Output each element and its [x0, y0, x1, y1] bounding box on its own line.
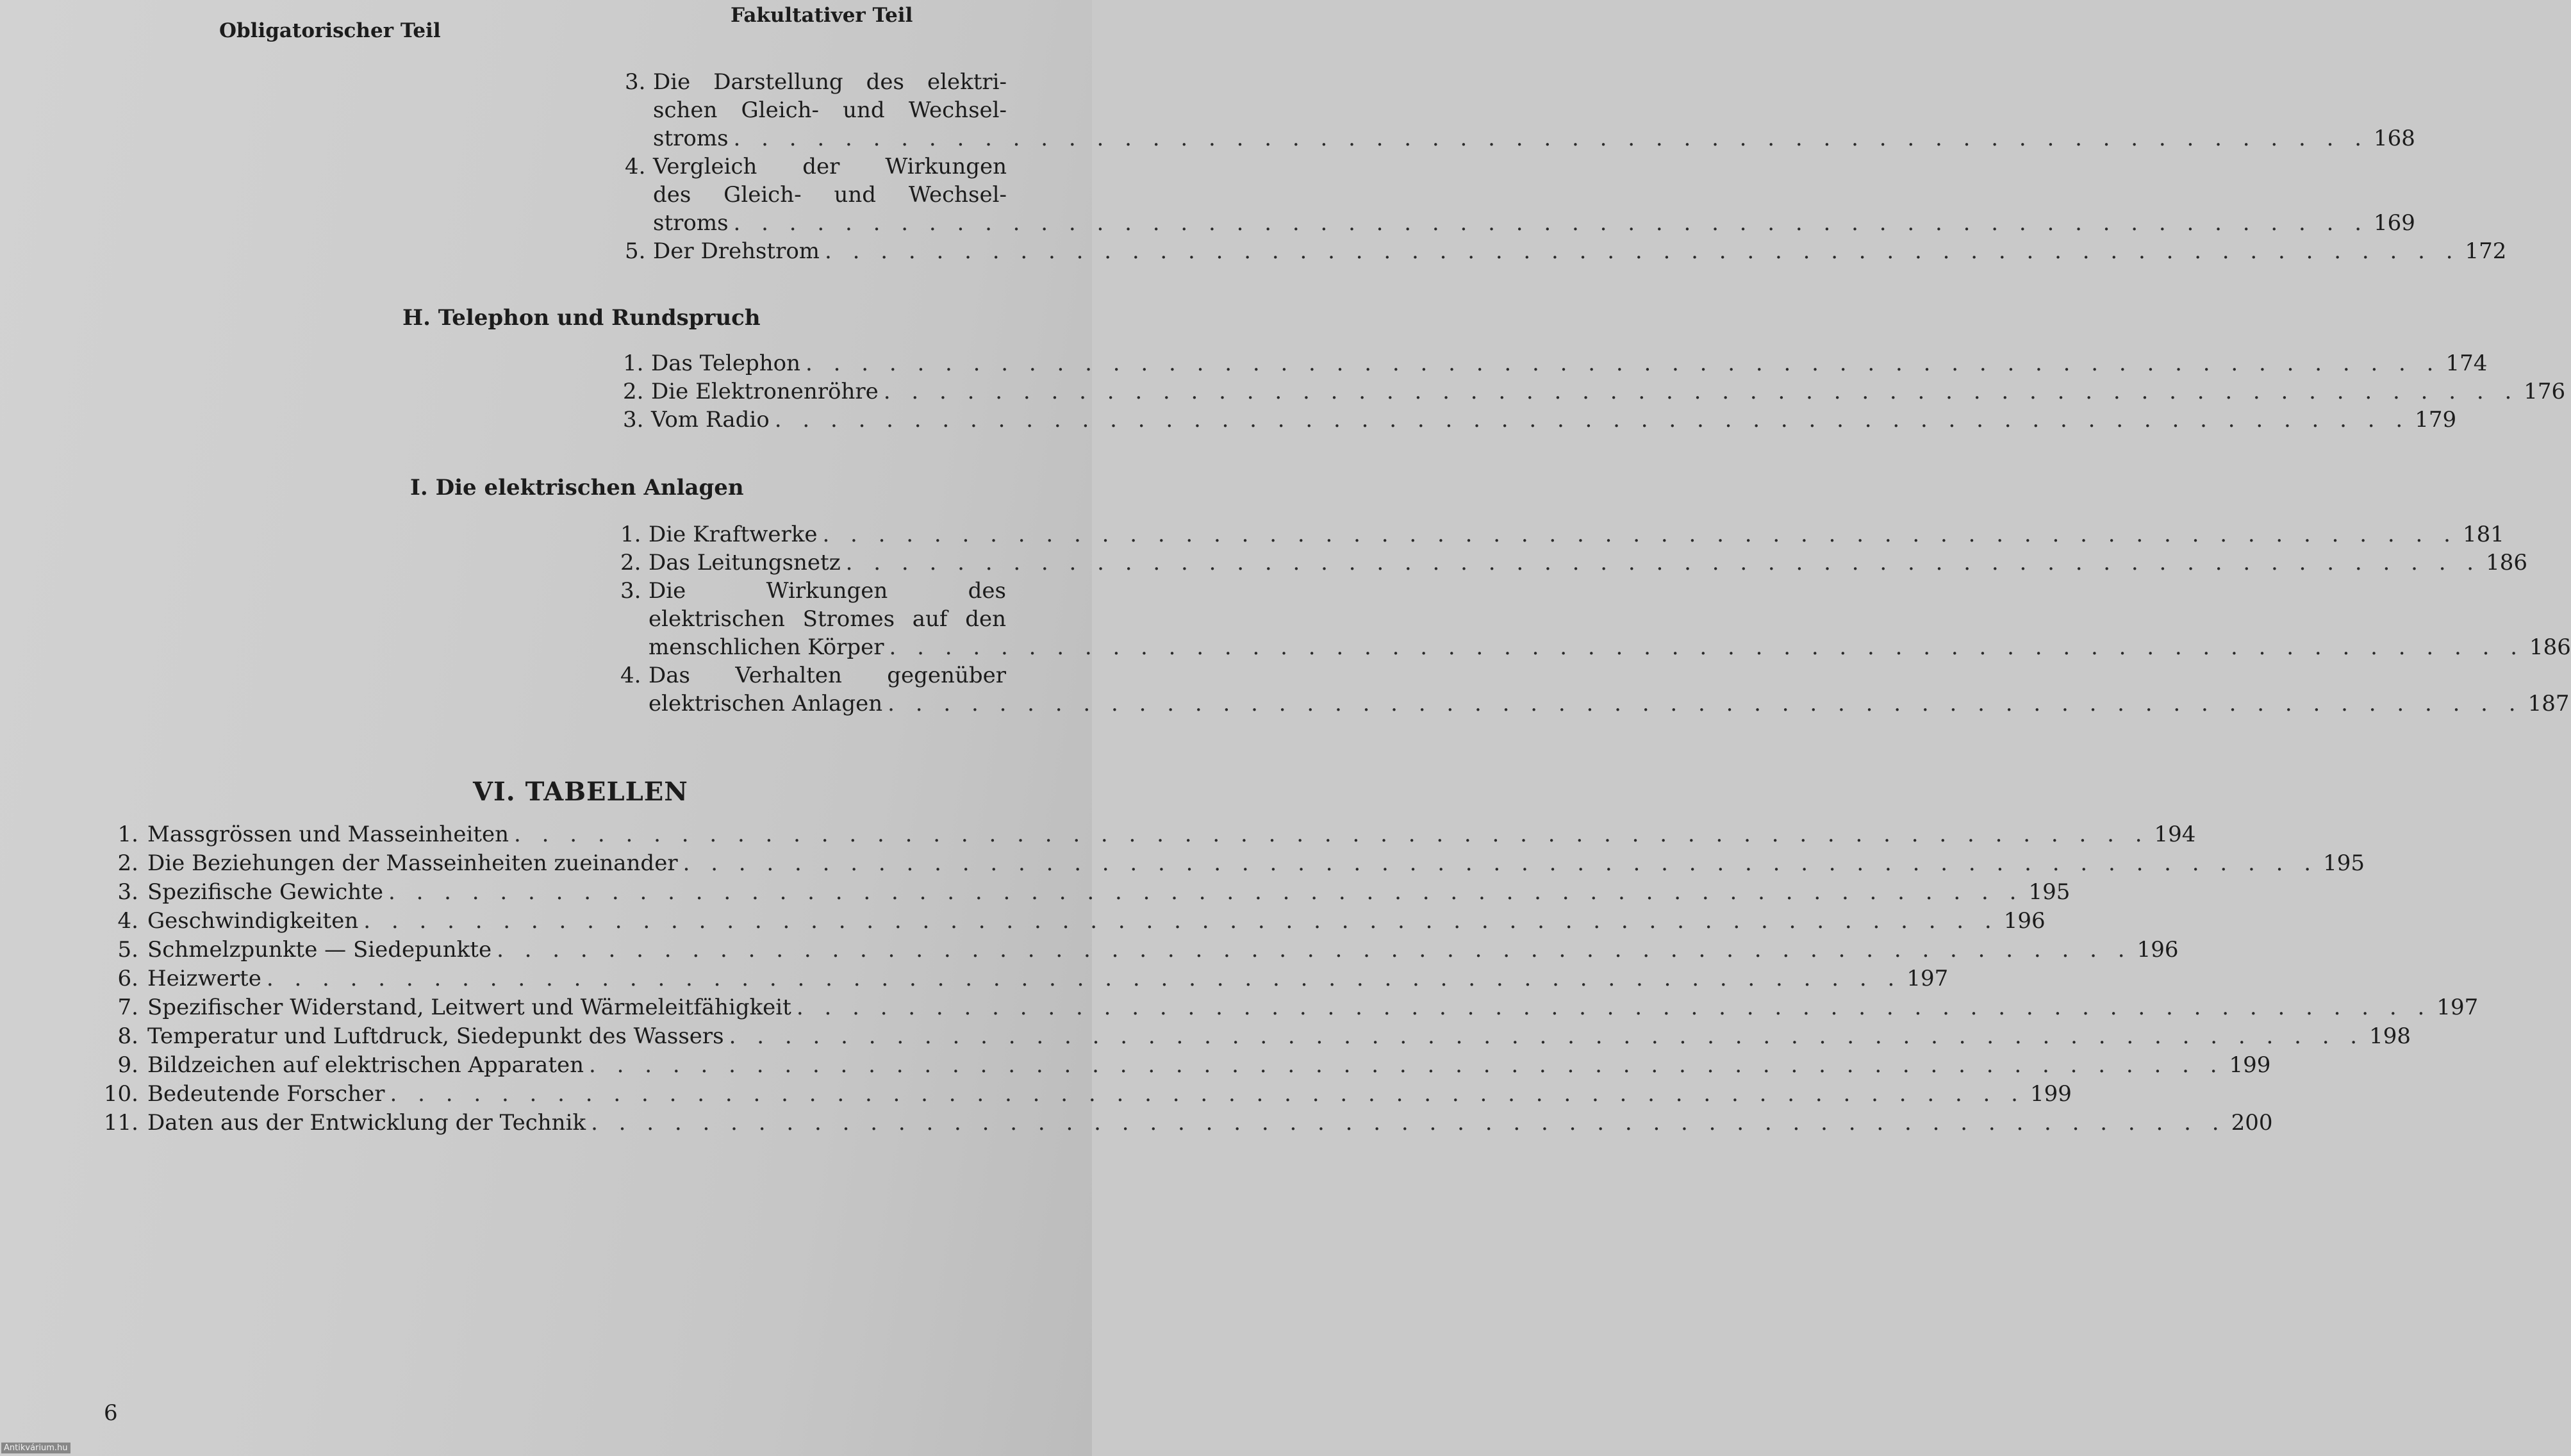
toc-entry-page: 196 — [2137, 937, 2179, 963]
toc-entry-title: Spezifischer Widerstand, Leitwert und Wärmeleitfähigkeit — [147, 995, 791, 1020]
leader-dots: . . . . . . . . . . . . . . . . . . . . . . . . . . . . . . . . . . . . . . . . . . . . . . . . . . . . . . . . . . . — [889, 634, 2525, 660]
toc-entry-page: 196 — [2003, 908, 2046, 934]
leader-dots: . . . . . . . . . . . . . . . . . . . . . . . . . . . . . . . . . . . . . . . . . . . . . . . . . . . . . . . . . . . — [388, 879, 2024, 905]
toc-entry-line — [625, 181, 1048, 209]
leader-dots: . . . . . . . . . . . . . . . . . . . . . . . . . . . . . . . . . . . . . . . . . . . . . . . . . . . . . . . . . . . — [822, 522, 2458, 547]
toc-entry-number: 6. — [117, 966, 138, 991]
toc-entry-title: stroms — [653, 126, 729, 151]
toc-entry-page: 200 — [2231, 1110, 2273, 1136]
toc-entry-number: 11. — [103, 1110, 138, 1136]
toc-entry-title: Das Leitungsnetz — [649, 550, 841, 575]
toc-entry-title: Geschwindigkeiten — [147, 908, 359, 934]
toc-entry-number: 4. — [620, 663, 641, 688]
toc-entry-line — [623, 406, 2457, 434]
toc-entry-line — [623, 377, 2566, 406]
toc-entry-line — [625, 124, 2415, 153]
toc-entry-number: 4. — [625, 154, 646, 179]
toc-entry-line — [620, 577, 1047, 605]
toc-entry-page: 172 — [2465, 238, 2507, 264]
leader-dots: . . . . . . . . . . . . . . . . . . . . . . . . . . . . . . . . . . . . . . . . . . . . . . . . . . . . . . . . . . . — [845, 550, 2481, 575]
toc-entry-line — [625, 237, 2507, 265]
toc-entry-title: stroms — [653, 210, 729, 236]
toc-entry-number: 2. — [117, 850, 138, 876]
toc-section-vi — [101, 820, 2479, 1138]
toc-entry-page: 194 — [2154, 822, 2196, 847]
leader-dots: . . . . . . . . . . . . . . . . . . . . . . . . . . . . . . . . . . . . . . . . . . . . . . . . . . . . . . . . . . . — [825, 238, 2460, 264]
leader-dots: . . . . . . . . . . . . . . . . . . . . . . . . . . . . . . . . . . . . . . . . . . . . . . . . . . . . . . . . . . . — [682, 850, 2319, 876]
toc-entry-number: 5. — [117, 937, 138, 963]
toc-entry-page: 186 — [2529, 634, 2571, 660]
toc-entry-title: Vom Radio — [651, 407, 770, 433]
toc-entry-number: 1. — [623, 351, 644, 376]
toc-entry-number: 2. — [623, 379, 644, 404]
chapter-heading-tabellen: VI. TABELLEN — [473, 777, 688, 807]
toc-entry-title: Temperatur und Luftdruck, Siedepunkt des Wassers — [147, 1023, 724, 1049]
toc-entry-line — [620, 690, 2570, 718]
toc-entry-line — [625, 209, 2415, 237]
toc-entry-title: Die Beziehungen der Masseinheiten zueinander — [147, 850, 678, 876]
toc-entry-number: 3. — [623, 407, 644, 433]
toc-entry-line — [101, 1022, 2411, 1051]
toc-entry-number: 4. — [117, 908, 138, 934]
toc-entry-title: Vergleich der Wirkungen — [653, 154, 1007, 179]
toc-entry-number: 8. — [117, 1023, 138, 1049]
toc-section-i — [620, 520, 2571, 718]
toc-entry-title: Die Darstellung des elektri- — [653, 69, 1007, 95]
toc-entry-page: 181 — [2462, 522, 2504, 547]
toc-entry-title: Der Drehstrom — [653, 238, 820, 264]
toc-entry-line — [101, 820, 2196, 849]
toc-entry-page: 198 — [2369, 1023, 2411, 1049]
toc-entry-page: 169 — [2374, 210, 2415, 236]
leader-dots: . . . . . . . . . . . . . . . . . . . . . . . . . . . . . . . . . . . . . . . . . . . . . . . . . . . . . . . . . . . — [888, 691, 2523, 716]
toc-entry-line — [620, 633, 2571, 661]
leader-dots: . . . . . . . . . . . . . . . . . . . . . . . . . . . . . . . . . . . . . . . . . . . . . . . . . . . . . . . . . . . — [733, 126, 2369, 151]
leader-dots: . . . . . . . . . . . . . . . . . . . . . . . . . . . . . . . . . . . . . . . . . . . . . . . . . . . . . . . . . . . — [589, 1052, 2224, 1078]
toc-entry-line — [101, 1109, 2273, 1138]
toc-section-h — [623, 349, 2566, 434]
leader-dots: . . . . . . . . . . . . . . . . . . . . . . . . . . . . . . . . . . . . . . . . . . . . . . . . . . . . . . . . . . . — [390, 1081, 2025, 1107]
toc-entry-page: 176 — [2524, 379, 2566, 404]
toc-entry-title: elektrischen Stromes auf den — [649, 606, 1006, 632]
leader-dots: . . . . . . . . . . . . . . . . . . . . . . . . . . . . . . . . . . . . . . . . . . . . . . . . . . . . . . . . . . . — [805, 351, 2441, 376]
toc-entry-line — [625, 153, 1048, 181]
page-number: 6 — [104, 1400, 118, 1426]
toc-entry-title: schen Gleich- und Wechsel- — [653, 97, 1007, 123]
toc-entry-page: 186 — [2486, 550, 2528, 575]
toc-entry-line — [101, 849, 2365, 878]
toc-entry-number: 2. — [620, 550, 641, 575]
toc-entry-page: 195 — [2028, 879, 2071, 905]
toc-entry-line — [101, 907, 2046, 936]
toc-entry-number: 5. — [625, 238, 646, 264]
toc-entry-number: 1. — [117, 822, 138, 847]
toc-entry-number: 10. — [103, 1081, 138, 1107]
toc-entry-number: 1. — [620, 522, 641, 547]
toc-entry-line — [101, 964, 1949, 993]
toc-entry-page: 199 — [2229, 1052, 2271, 1078]
leader-dots: . . . . . . . . . . . . . . . . . . . . . . . . . . . . . . . . . . . . . . . . . . . . . . . . . . . . . . . . . . . — [733, 210, 2369, 236]
toc-entry-line — [620, 520, 2504, 549]
toc-entry-page: 195 — [2323, 850, 2365, 876]
toc-entry-number: 3. — [625, 69, 646, 95]
toc-entry-page: 199 — [2030, 1081, 2072, 1107]
toc-entry-page: 197 — [1906, 966, 1949, 991]
leader-dots: . . . . . . . . . . . . . . . . . . . . . . . . . . . . . . . . . . . . . . . . . . . . . . . . . . . . . . . . . . . — [729, 1023, 2365, 1049]
toc-entry-title: Das Telephon — [651, 351, 800, 376]
toc-entry-line — [625, 96, 1048, 124]
leader-dots: . . . . . . . . . . . . . . . . . . . . . . . . . . . . . . . . . . . . . . . . . . . . . . . . . . . . . . . . . . . — [774, 407, 2410, 433]
section-heading-i: I. Die elektrischen Anlagen — [410, 475, 744, 500]
leader-dots: . . . . . . . . . . . . . . . . . . . . . . . . . . . . . . . . . . . . . . . . . . . . . . . . . . . . . . . . . . . — [883, 379, 2519, 404]
toc-entry-title: Massgrössen und Masseinheiten — [147, 822, 509, 847]
leader-dots: . . . . . . . . . . . . . . . . . . . . . . . . . . . . . . . . . . . . . . . . . . . . . . . . . . . . . . . . . . . — [363, 908, 1999, 934]
watermark-logo: Antikvárium.hu — [1, 1443, 70, 1453]
toc-entry-page: 179 — [2415, 407, 2457, 433]
toc-entry-title: Heizwerte — [147, 966, 261, 991]
leader-dots: . . . . . . . . . . . . . . . . . . . . . . . . . . . . . . . . . . . . . . . . . . . . . . . . . . . . . . . . . . . — [514, 822, 2149, 847]
toc-entry-line — [620, 661, 1047, 690]
toc-entry-line — [101, 878, 2071, 907]
toc-entry-title: Die Kraftwerke — [649, 522, 818, 547]
toc-entry-page: 197 — [2436, 995, 2479, 1020]
toc-entry-title: Die Wirkungen des — [649, 578, 1006, 604]
toc-entry-number: 3. — [117, 879, 138, 905]
toc-entry-line — [101, 936, 2179, 964]
leader-dots: . . . . . . . . . . . . . . . . . . . . . . . . . . . . . . . . . . . . . . . . . . . . . . . . . . . . . . . . . . . — [497, 937, 2132, 963]
toc-entry-title: Schmelzpunkte — Siedepunkte — [147, 937, 492, 963]
toc-entry-title: menschlichen Körper — [649, 634, 884, 660]
section-heading-h: H. Telephon und Rundspruch — [402, 305, 761, 331]
toc-entry-title: des Gleich- und Wechsel- — [653, 182, 1007, 208]
toc-entry-number: 3. — [620, 578, 641, 604]
toc-entry-number: 7. — [117, 995, 138, 1020]
toc-entry-page: 174 — [2445, 351, 2488, 376]
toc-entry-line — [620, 605, 1047, 633]
toc-entry-title: elektrischen Anlagen — [649, 691, 883, 716]
leader-dots: . . . . . . . . . . . . . . . . . . . . . . . . . . . . . . . . . . . . . . . . . . . . . . . . . . . . . . . . . . . — [796, 995, 2432, 1020]
toc-entry-line — [101, 1051, 2271, 1080]
toc-entry-line — [101, 993, 2479, 1022]
toc-entry-page: 168 — [2374, 126, 2415, 151]
leader-dots: . . . . . . . . . . . . . . . . . . . . . . . . . . . . . . . . . . . . . . . . . . . . . . . . . . . . . . . . . . . — [266, 966, 1902, 991]
toc-entry-title: Spezifische Gewichte — [147, 879, 383, 905]
toc-entry-page: 187 — [2527, 691, 2570, 716]
column-header-obligatory: Obligatorischer Teil — [219, 19, 441, 42]
toc-entry-title: Die Elektronenröhre — [651, 379, 879, 404]
column-header-optional: Fakultativer Teil — [731, 4, 913, 27]
toc-entry-title: Bildzeichen auf elektrischen Apparaten — [147, 1052, 584, 1078]
toc-entry-title: Bedeutende Forscher — [147, 1081, 385, 1107]
toc-entry-line — [101, 1080, 2072, 1109]
leader-dots: . . . . . . . . . . . . . . . . . . . . . . . . . . . . . . . . . . . . . . . . . . . . . . . . . . . . . . . . . . . — [591, 1110, 2226, 1136]
toc-entry-line — [625, 68, 1048, 96]
toc-entry-line — [623, 349, 2488, 377]
toc-entry-title: Das Verhalten gegenüber — [649, 663, 1006, 688]
toc-entry-number: 9. — [117, 1052, 138, 1078]
toc-section-g — [625, 68, 2507, 265]
toc-entry-line — [620, 549, 2528, 577]
toc-entry-title: Daten aus der Entwicklung der Technik — [147, 1110, 586, 1136]
